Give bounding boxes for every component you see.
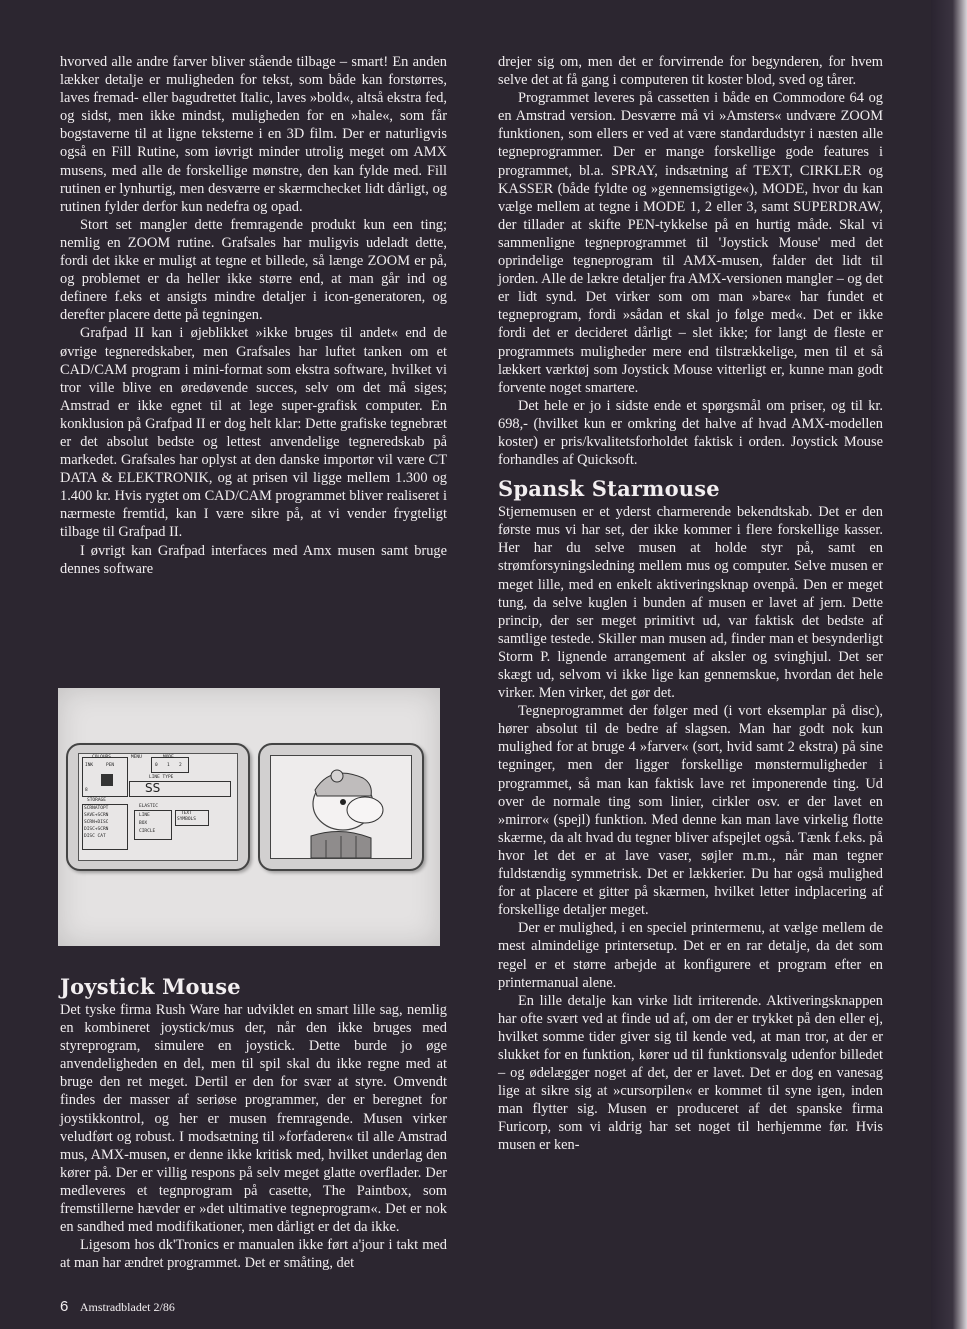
menu-label: MENU [131, 755, 142, 760]
storage-item: SCRN+DISC [84, 820, 109, 825]
grafpad-screenshot-photo [58, 688, 440, 946]
elastic-label: ELASTIC [139, 804, 158, 809]
colour-swatch [101, 774, 113, 786]
line-type-label: LINE TYPE [149, 775, 174, 780]
mode-value-0: 0 [155, 763, 158, 768]
monitor-drawing-screen [258, 743, 424, 871]
snowman-drawing [271, 756, 411, 858]
page-edge [931, 0, 967, 1329]
publication-name: Amstradbladet 2/86 [79, 1300, 175, 1314]
paragraph: Det tyske firma Rush Ware har udviklet en smart lille sag, nemlig en kombineret joystick/mus der, når den ikke bruges med styreprogram, simulere en joystick. Dette burde jo øge anvendeligheden en del, men til spil skal du ikke regne med at bruge den ret meget. Dertil er den for svær at styre. Omvendt findes der masser af seriøse programmer, der er beregnet for joystikkontrol, og her er musen fremragende. Musen virker veludført og robust. I modsætning til »forfaderen« til alle Amstrad mus, AMX-musen, er denne ikke kritisk med, hvilket underlag den kører på. Der er villig respons på selv meget glatte overflader. Der medleveres et tegnprogram på casette, The Paintbox, som fremstillerne hævder er »det ultimative tegneprogram«. Det er nok en sandhed med modifikationer, men dårligt er det da ikke. [60, 1002, 447, 1236]
elastic-item: BOX [139, 821, 148, 826]
mode-label: MODE [163, 755, 174, 760]
monitor-menu-screen [66, 743, 250, 871]
text-label: TEXT [181, 811, 192, 816]
hat-pompom [331, 770, 343, 782]
paragraph: Stort set mangler dette fremragende produkt kun een ting; nemlig en ZOOM rutine. Grafsales har muligvis udeladt dette, fordi det ikke er muligt at tegne et billede, så længe ZOOM er på, og problemet er da heller ikke større end, at man går ind og definere f.eks et ansigts mindre detaljer i icon-generatoren, og derefter placere dette på tegningen. [60, 216, 447, 324]
paragraph: hvorved alle andre farver bliver stående tilbage – smart! En anden lækker detalje er muligheden for tekst, som både kan forstørres, laves fremad- eller bagudrettet Italic, laves »bold«, altså ekstra fed, og sidst, men ikke mindst, muligheden for en »hale«, som får bogstaverne til at ligne teksterne i en 3D film. Der er naturligvis også en Fill Rutine, som iøvrigt minder utrolig meget om AMX musens, med alle de forskellige mønstre, den kan fylde med. Fill rutinen er lynhurtig, men desværre er skærmchecket lidt dårligt, og rutinen fylder derfor kun nedefra og opad. [60, 54, 447, 215]
storage-item: DISC+SCRN [84, 827, 109, 832]
joystick-mouse-heading: Joystick Mouse [60, 974, 241, 999]
elastic-item: LINE [139, 813, 150, 818]
drawing-canvas [270, 755, 412, 859]
paragraph: Det hele er jo i sidste ende et spørgsmål om priser, og til kr. 698,- (hvilket kun er omkring det halve af hvad AMX-modellen koster) er pris/kvalitetsforholdet faktisk i orden. Joystick Mouse forhandles af Quicksoft. [498, 397, 883, 469]
paragraph: Stjernemusen er et yderst charmerende bekendtskab. Det er den første mus vi har set, der ikke kommer i flere forskellige kasser. Her har du selve musen at holde styr på, samt en strømforsyningsledning mellem mus og computer. Selve musen er meget lille, med en enkelt aktiveringsknap ovenpå. Den er meget tung, da selve kuglen i bunden af musen er lavet af jern. Dette princip, der ser meget primitivt ud, var faktisk det bedste af samtlige testede. Skiller man musen ad, finder man et besynderligt Storm P. lignende arrangement af aksler og svinghjul. Det ser skægt ud, selvom vi ikke lige kan gennemskue, hvordan det hele virker. Men virker, det gør det. [498, 504, 883, 702]
paragraph: Tegneprogrammet der følger med (i vort eksemplar på disc), hører absolut til de bedre af slagsen. Man har godt nok kun mulighed for at bruge 4 »farver« (sort, hvid samt 2 ekstra) på sine tegninger, men der ligger forskellige mønstermuligheder i programmet, så man kan faktisk lave ret imponerende ting. Ud over de normale ting som linier, cirkler osv. er der lavet en »mirror« (spejl) funktion. Med denne kan man lave virkelig flotte skærme, da alt hvad du tegner bliver afspejlet også. Tænk f.eks. på hvor let det er at lave vaser, søjler m.m., når man tegner fuldstændig symmetrisk. Det er lækkerier. Du har også mulighed for at placere et gitter på skærmen, hvilket letter indplacering af forskellige detaljer meget. [498, 703, 883, 919]
paragraph: I øvrigt kan Grafpad interfaces med Amx musen samt bruge dennes software [60, 542, 447, 577]
right-column [498, 53, 883, 1155]
storage-item: DISC CAT [84, 834, 106, 839]
spansk-starmouse-heading: Spansk Starmouse [498, 476, 720, 502]
page-footer [60, 1298, 175, 1317]
ink-value: 8 [85, 788, 88, 793]
paragraph: Ligesom hos dk'Tronics er manualen ikke ført a'jour i takt med at man har ændret programmet. Det er småting, det [60, 1237, 447, 1272]
symbols-label: SYMBOLS [177, 817, 196, 822]
storage-label: STORAGE [87, 798, 106, 803]
line-type-s-glyphs: ЅЅ [145, 781, 161, 795]
page-number: 6 [60, 1298, 69, 1315]
nose-shape [347, 797, 383, 823]
paragraph: Grafpad II kan i øjeblikket »ikke bruges til andet« end de øvrige tegneredskaber, men Grafsales har luftet tanken om et CAD/CAM program i mini-format som ekstra software, hvilket vi tror ville blive en øredøvende succes, selv om det må siges; Amstrad er ikke egnet til at lege super-grafisk computer. En konklusion på Grafpad II er dog helt klar: Dette grafiske tegnebræt er det absolut bedste og lettest anvendelige tegneredskab på markedet. Grafsales har oplyst at den danske importør vil være CT DATA & ELEKTRONIK, og at prisen vil ligge mellem 1.300 og 1.400 kr. Hvis rygtet om CAD/CAM programmet bliver realiseret i nærmeste fremtid, kan I være sikre på, at vi vender frygteligt tilbage til Grafpad II. [60, 325, 447, 541]
mode-value-1: 1 [167, 763, 170, 768]
paragraph: Der er mulighed, i en speciel printermenu, at vælge mellem de mest almindelige printersetup. Det er en rar detalje, da det som regel er et større arbejde at konfigurere et program efter en printermanual alene. [498, 920, 883, 991]
left-column-bottom [60, 975, 447, 1272]
paragraph: En lille detalje kan virke lidt irriterende. Aktiveringsknappen har ofte svært ved at finde ud af, om der er trykket på den eller ej, hvilket somme tider giver sig til kende ved, at man tror, at der er slukket for en funktion, kører ud til funktionsvalg udenfor billedet – og ødelægger noget af det, der er lavet. Det er dog en vanesag lige at sikre sig at »cursorpilen« er kommet til syne igen, inden man flytter sig. Musen er produceret af det spanske firma Furicorp, som vi aldrig har set noget til herhjemme før. Hvis musen er ken- [498, 992, 883, 1154]
pen-label: PEN [106, 763, 115, 768]
storage-item: SCRNATOPT [84, 806, 109, 811]
paragraph: Programmet leveres på cassetten i både en Commodore 64 og en Amstrad version. Desværre må vi »Amsters« undvære ZOOM funktionen, som ellers er ved at være standardudstyr i næsten alle tegneprogrammer. Der er mange forskellige gode features i programmet, bl.a. SPRAY, indsætning af TEXT, CIRKLER og KASSER (både fyldte og »gennemsigtige«), MODE, hvor du kan vælge mellem at tegne i MODE 1, 2 eller 3, samt SUPERDRAW, der tillader at skifte PEN-tykkelse på en hurtig måde. Skal vi sammenligne tegneprogrammet til 'Joystick Mouse' med det oprindelige tegneprogram til AMX-musen, falder det lidt til jorden. Alle de lækre detaljer fra AMX-versionen mangler – og det er lidt synd. Det virker som om man »bare« har fundet et tegneprogram, fordi »sådan et skal jo følge med«. Det er ikke fordi det er decideret dårligt – slet ikke; for langt de fleste er programmets muligheder mere end tilstrækkelige, men til et så lækkert værktøj som Joystick Mouse vitterligt er, kunne man godt forvente noget smartere. [498, 90, 883, 396]
storage-item: SAVE+SCRN [84, 813, 109, 818]
colours-label: COLOURS [92, 755, 111, 760]
mode-value-2: 2 [179, 763, 182, 768]
eye-shape [340, 799, 346, 805]
paragraph: drejer sig om, men det er forvirrende for begynderen, for hvem selve det at få gang i computeren tit koster blod, sved og tårer. [498, 54, 883, 89]
left-column-top [60, 53, 447, 578]
menu-screen-inner [78, 753, 238, 861]
elastic-item: CIRCLE [139, 829, 156, 834]
ink-label: INK [85, 763, 94, 768]
